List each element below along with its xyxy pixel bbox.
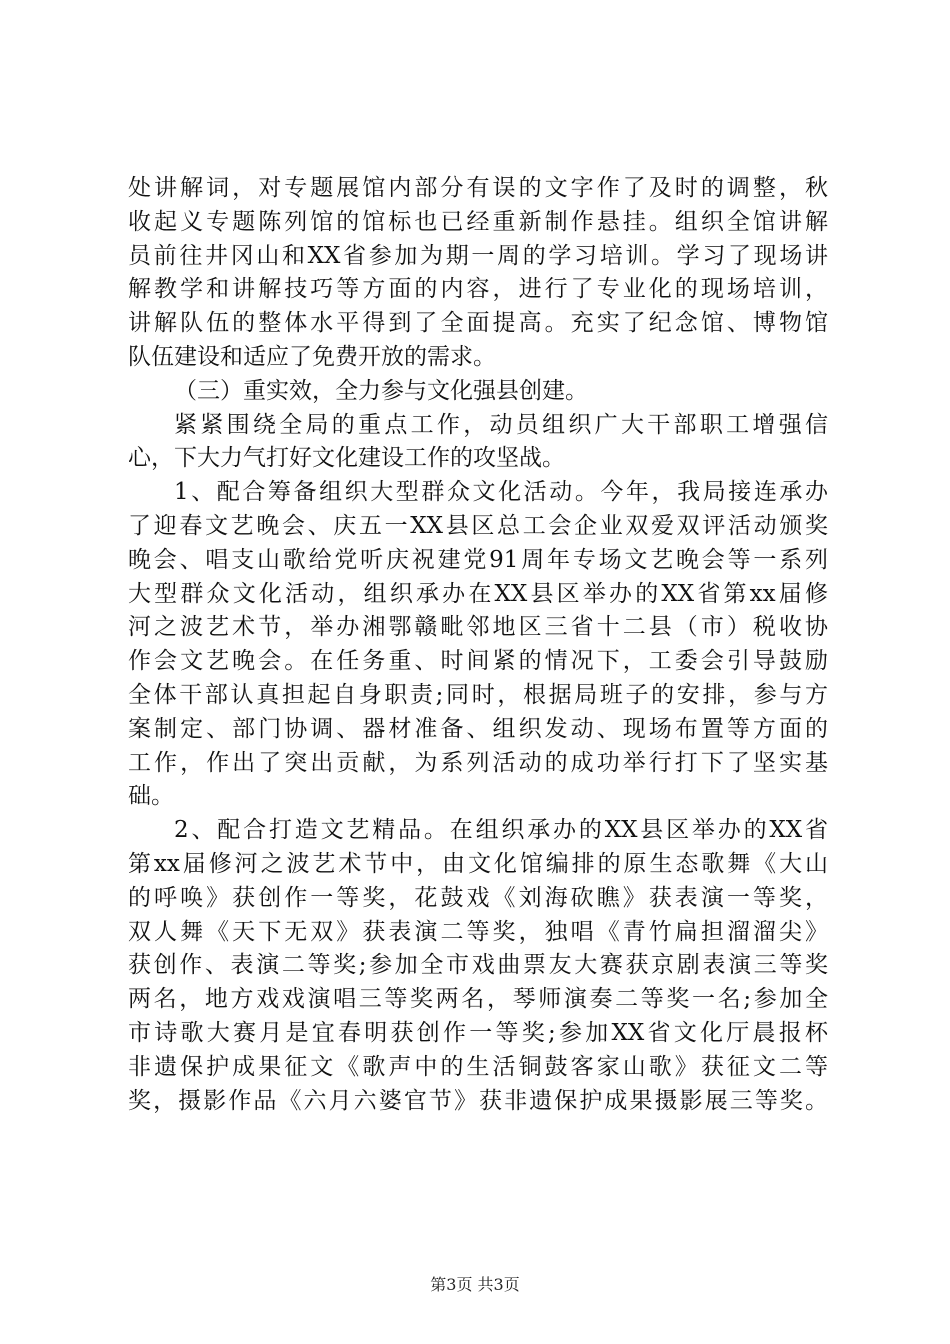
body-line: 全体干部认真担起自身职责;同时，根据局班子的安排，参与方 bbox=[128, 681, 828, 708]
body-line: 市诗歌大赛月是宜春明获创作一等奖;参加XX省文化厅晨报杯 bbox=[128, 1019, 828, 1046]
body-line: 2、配合打造文艺精品。在组织承办的XX县区举办的XX省 bbox=[174, 817, 828, 844]
body-line: 解教学和讲解技巧等方面的内容，进行了专业化的现场培训， bbox=[128, 276, 828, 303]
body-line: 奖，摄影作品《六月六婆官节》获非遗保护成果摄影展三等奖。 bbox=[128, 1087, 828, 1114]
body-line: 非遗保护成果征文《歌声中的生活铜鼓客家山歌》获征文二等 bbox=[128, 1053, 828, 1080]
body-line: 讲解队伍的整体水平得到了全面提高。充实了纪念馆、博物馆 bbox=[128, 310, 828, 337]
body-line: 心，下大力气打好文化建设工作的攻坚战。 bbox=[128, 445, 565, 472]
body-line: 了迎春文艺晚会、庆五一XX县区总工会企业双爱双评活动颁奖 bbox=[128, 512, 828, 539]
body-line: 1、配合筹备组织大型群众文化活动。今年，我局接连承办 bbox=[174, 479, 828, 506]
body-line: 处讲解词，对专题展馆内部分有误的文字作了及时的调整，秋 bbox=[128, 175, 828, 201]
body-line: 作会文艺晚会。在任务重、时间紧的情况下，工委会引导鼓励 bbox=[128, 648, 828, 675]
body-line: 第xx届修河之波艺术节中，由文化馆编排的原生态歌舞《大山 bbox=[128, 850, 828, 877]
body-line: 大型群众文化活动，组织承办在XX县区举办的XX省第xx届修 bbox=[128, 580, 828, 607]
body-line: 的呼唤》获创作一等奖，花鼓戏《刘海砍瞧》获表演一等奖， bbox=[128, 884, 828, 911]
body-line: 队伍建设和适应了免费开放的需求。 bbox=[128, 343, 496, 370]
body-line: 案制定、部门协调、器材准备、组织发动、现场布置等方面的 bbox=[128, 715, 828, 742]
body-line: 础。 bbox=[128, 783, 174, 810]
body-line: 两名，地方戏戏演唱三等奖两名，琴师演奏二等奖一名;参加全 bbox=[128, 986, 828, 1013]
body-line: 员前往井冈山和XX省参加为期一周的学习培训。学习了现场讲 bbox=[128, 242, 828, 269]
body-line: 收起义专题陈列馆的馆标也已经重新制作悬挂。组织全馆讲解 bbox=[128, 208, 828, 235]
body-line: 获创作、表演二等奖;参加全市戏曲票友大赛获京剧表演三等奖 bbox=[128, 952, 828, 979]
body-line: 紧紧围绕全局的重点工作，动员组织广大干部职工增强信 bbox=[174, 411, 828, 438]
body-line: 双人舞《天下无双》获表演二等奖，独唱《青竹扁担溜溜尖》 bbox=[128, 918, 828, 945]
section-heading: （三）重实效，全力参与文化强县创建。 bbox=[174, 377, 588, 404]
body-line: 晚会、唱支山歌给党听庆祝建党91周年专场文艺晚会等一系列 bbox=[128, 546, 828, 573]
page-footer: 第3页 共3页 bbox=[430, 1275, 520, 1294]
body-line: 河之波艺术节，举办湘鄂赣毗邻地区三省十二县（市）税收协 bbox=[128, 614, 828, 641]
body-line: 工作，作出了突出贡献，为系列活动的成功举行打下了坚实基 bbox=[128, 749, 828, 776]
document-body bbox=[128, 172, 828, 1118]
